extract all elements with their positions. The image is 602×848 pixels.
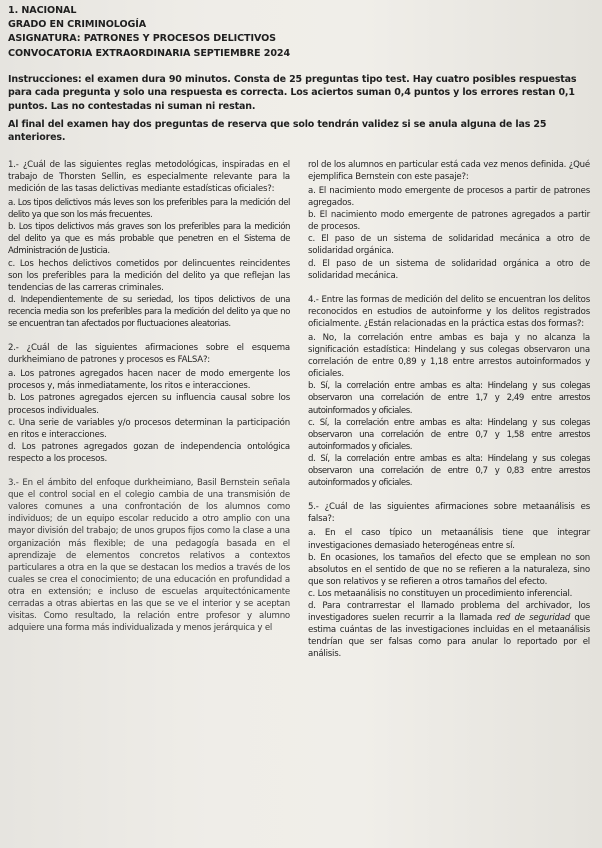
- question-2: [8, 342, 290, 465]
- question-1-option-d: d. Independientemente de su seriedad, los tipos delictivos de una recencia media son los preferibles para la medición del delito ya que no se encuentran tan afectados por fluctuaciones aleatorias.: [8, 294, 290, 329]
- question-1-option-b: b. Los tipos delictivos más graves son los preferibles para la medición del delito ya que es más probable que penetren en el Sistema de Administración de Justicia.: [8, 222, 290, 257]
- instructions-paragraph: Instrucciones: el examen dura 90 minutos. Consta de 25 preguntas tipo test. Hay cuatro posibles respuestas para cada pregunta y solo una respuesta es correcta. Los aciertos suman 0,4 puntos y los errores restan 0,1 puntos. Las no contestadas ni suman ni restan.: [8, 73, 577, 112]
- question-3-stem: 3.- En el ámbito del enfoque durkheimiano, Basil Bernstein señala que el control social en el colegio cambia de una transmisión de valores comunes a una confrontación de los alumnos como individuos; de un equipo escolar reducido a otro amplio con una mayor división del trabajo; de unos grupos fijos como la clase a una organización más flexible; de una pedagogía basada en el aprendizaje de elementos concretos relativos a contextos particulares a otra en la que se destacan los medios a través de los cuales se crea el conocimiento; de una educación en profundidad a otra en extensión; e incluso de escuelas arquitectónicamente cerradas a otras abiertas en las que se ve el interior y se aceptan visitas. Como resultado, la relación entre profesor y alumno adquiere una forma más individualizada y menos jerárquica y el: [8, 478, 290, 634]
- question-4-stem: 4.- Entre las formas de medición del delito se encuentran los delitos reconocidos en estudios de autoinforme y los delitos registrados oficialmente. ¿Están relacionadas en la práctica estas dos formas?:: [308, 294, 590, 329]
- question-1-option-c: c. Los hechos delictivos cometidos por delincuentes reincidentes son los preferibles para la medición del delito ya que reflejan las tendencias de las carreras criminales.: [8, 258, 290, 293]
- question-5-stem: 5.- ¿Cuál de las siguientes afirmaciones sobre metaanálisis es falsa?:: [308, 502, 590, 525]
- question-5-option-d-text-end: que estima cuántas de las investigaciones incluidas en el metaanálisis tendrían que ser falsas como para anular lo reportado por el análisis.: [308, 613, 591, 660]
- question-5-option-d-emphasis: red de seguridad: [496, 613, 571, 624]
- question-5: [308, 501, 590, 660]
- question-5-option-b: b. En ocasiones, los tamaños del efecto que se emplean no son absolutos en el sentido de que no se refieren a la naturaleza, sino que son relativos y se refieren a otros tamaños del efecto.: [308, 552, 590, 587]
- question-3: [8, 477, 290, 634]
- question-3-option-d: d. El paso de un sistema de solidaridad orgánica a otro de solidaridad mecánica.: [308, 258, 590, 281]
- subject-line: ASIGNATURA: PATRONES Y PROCESOS DELICTIVOS: [8, 33, 276, 45]
- reserve-note: Al final del examen hay dos preguntas de reserva que solo tendrán validez si se anula alguna de las 25 anteriores.: [8, 118, 547, 144]
- exam-header: [8, 4, 592, 61]
- question-5-option-d-text-start: d. Para contrarrestar el llamado problema del archivador, los investigadores suelen recurrir a la llamada: [308, 600, 590, 624]
- question-2-option-c: c. Una serie de variables y/o procesos determinan la participación en ritos e interacciones.: [8, 417, 290, 440]
- question-2-option-b: b. Los patrones agregados ejercen su influencia causal sobre los procesos individuales.: [8, 393, 290, 416]
- degree-line: GRADO EN CRIMINOLOGÍA: [8, 19, 147, 31]
- question-1-stem: 1.- ¿Cuál de las siguientes reglas metodológicas, inspiradas en el trabajo de Thorsten Sellin, es especialmente relevante para la medición de las tasas delictivas mediante estadísticas oficiales?:: [8, 159, 290, 194]
- question-2-option-d: d. Los patrones agregados gozan de independencia ontológica respecto a los procesos.: [8, 441, 290, 464]
- question-4-option-b: b. Sí, la correlación entre ambas es alta: Hindelang y sus colegas observaron una correlación de entre 1,7 y 2,49 entre arrestos autoinformados y oficiales.: [308, 381, 590, 416]
- question-5-option-c: c. Los metaanálisis no constituyen un procedimiento inferencial.: [308, 588, 573, 599]
- right-column: [308, 159, 590, 673]
- question-3-option-b: b. El nacimiento modo emergente de patrones agregados a partir de procesos.: [308, 210, 590, 233]
- question-3-option-a: a. El nacimiento modo emergente de procesos a partir de patrones agregados.: [308, 185, 590, 209]
- questions-columns: [8, 159, 592, 673]
- question-3-continued: [308, 159, 590, 282]
- question-4-option-d: d. Sí, la correlación entre ambas es alta: Hindelang y sus colegas observaron una correlación de entre 0,7 y 0,83 entre arrestos autoinformados y oficiales.: [308, 453, 590, 489]
- question-5-option-a: a. En el caso típico un metaanálisis tiene que integrar investigaciones demasiado heterogéneas entre sí.: [308, 528, 590, 551]
- question-1: [8, 159, 290, 330]
- university-line: 1. NACIONAL: [8, 5, 77, 16]
- session-line: CONVOCATORIA EXTRAORDINARIA SEPTIEMBRE 2024: [8, 47, 291, 59]
- question-1-option-a: a. Los tipos delictivos más leves son los preferibles para la medición del delito ya que son los más frecuentes.: [8, 198, 290, 221]
- left-column: [8, 159, 290, 673]
- question-4-option-a: a. No, la correlación entre ambas es baja y no alcanza la significación estadística: Hindelang y sus colegas observaron una correlación de entre 0,89 y 1,18 entre arrestos autoinformados y oficiales.: [308, 333, 590, 380]
- question-3-stem-continued: rol de los alumnos en particular está cada vez menos definida. ¿Qué ejemplifica Bernstein con este pasaje?:: [308, 159, 590, 182]
- instructions-block: [8, 73, 592, 145]
- question-4: [308, 294, 590, 490]
- question-3-option-c: c. El paso de un sistema de solidaridad mecánica a otro de solidaridad orgánica.: [308, 234, 590, 257]
- question-4-option-c: c. Sí, la correlación entre ambas es alta: Hindelang y sus colegas observaron una correlación de entre 0,7 y 1,58 entre arrestos autoinformados y oficiales.: [308, 417, 590, 452]
- question-2-stem: 2.- ¿Cuál de las siguientes afirmaciones sobre el esquema durkheimiano de patrones y procesos es FALSA?:: [8, 343, 290, 366]
- question-2-option-a: a. Los patrones agregados hacen nacer de modo emergente los procesos y, más inmediatamente, los ritos e interacciones.: [8, 369, 290, 392]
- question-5-option-d: [308, 600, 590, 660]
